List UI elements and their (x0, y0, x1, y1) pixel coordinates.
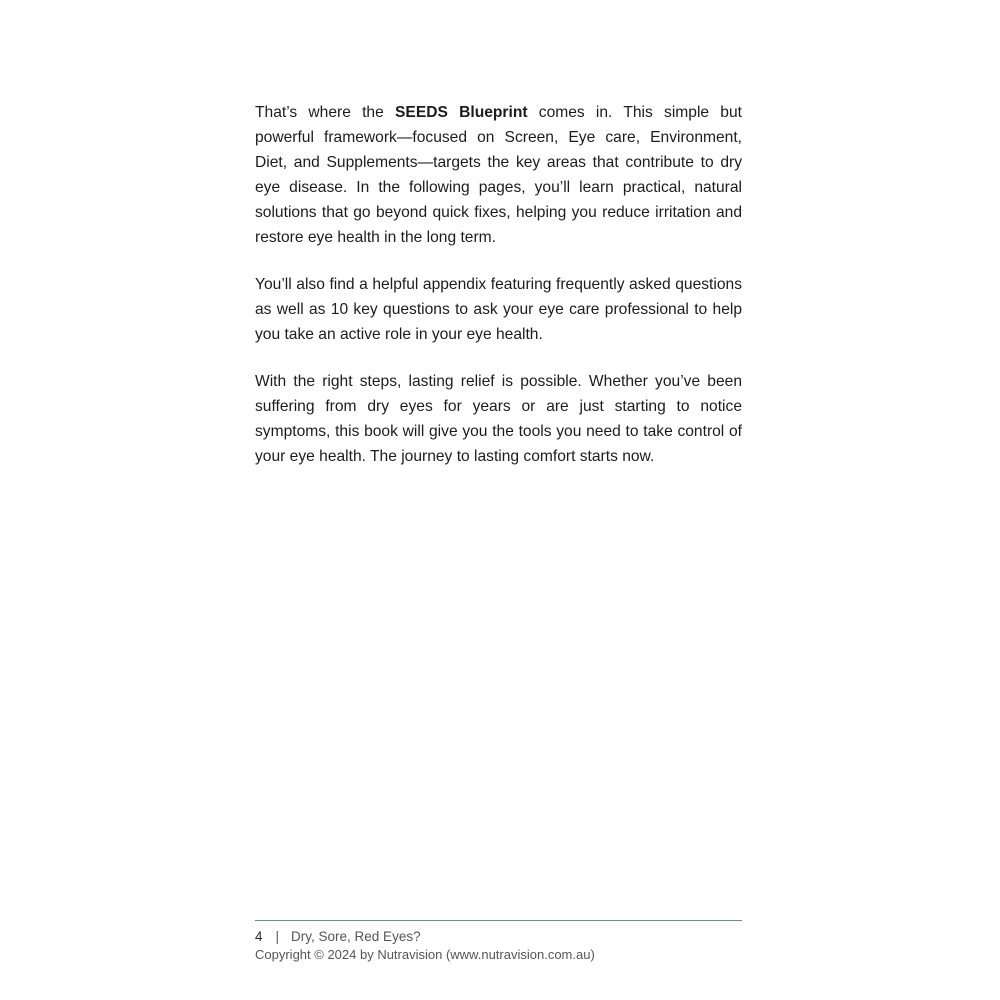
copyright-notice: Copyright © 2024 by Nutravision (www.nutravision.com.au) (255, 947, 595, 962)
footer-separator: | (275, 929, 280, 944)
page-body (255, 100, 742, 491)
paragraph-closing: With the right steps, lasting relief is possible. Whether you’ve been suffering from dry eyes for years or are just starting to notice symptoms, this book will give you the tools you need to take control of your eye health. The journey to lasting comfort starts now. (255, 373, 742, 465)
book-title: Dry, Sore, Red Eyes? (291, 929, 421, 944)
footer-running-head (255, 928, 742, 945)
page-number: 4 (255, 929, 263, 944)
seeds-blueprint-bold: SEEDS Blueprint (395, 104, 528, 121)
paragraph-appendix: You’ll also find a helpful appendix featuring frequently asked questions as well as 10 key questions to ask your eye care professional to help you take an active role in your eye health. (255, 276, 742, 343)
page-footer (255, 920, 742, 964)
footer-divider (255, 920, 742, 921)
paragraph-seeds-intro (255, 100, 742, 250)
paragraph-text: That’s where the (255, 104, 396, 121)
paragraph-text: comes in. This simple but powerful framework—focused on Screen, Eye care, Environment, Diet, and Supplements—targets the key areas that contribute to dry eye disease. In the following pages, you’ll learn practical, natural solutions that go beyond quick fixes, helping you reduce irritation and restore eye health in the long term. (255, 104, 742, 246)
